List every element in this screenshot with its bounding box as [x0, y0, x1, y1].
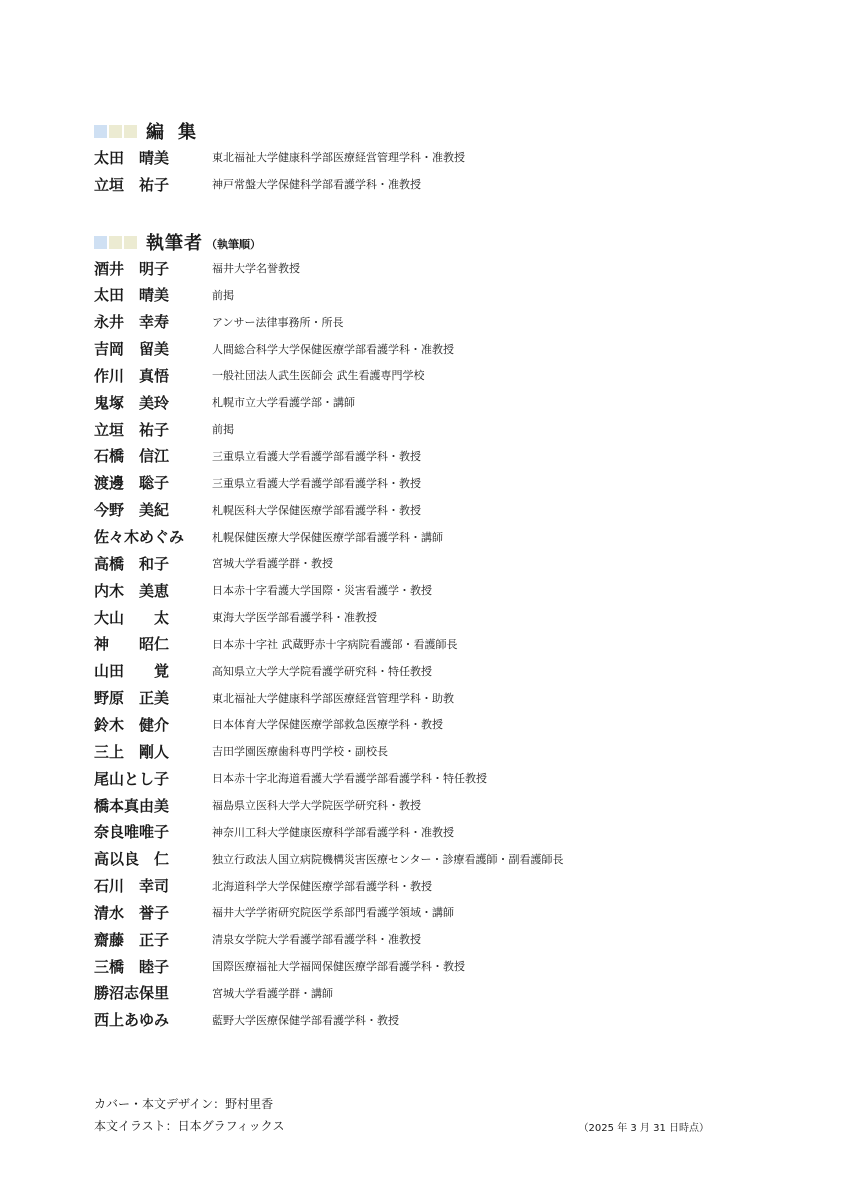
author-affiliation: 一般社団法人武生医師会 武生看護専門学校	[212, 369, 425, 383]
author-name: 奈良唯唯子	[94, 823, 170, 842]
author-name: 立垣 祐子	[94, 420, 170, 439]
authors-title: 執筆者	[146, 233, 203, 254]
author-row	[94, 365, 425, 385]
author-row	[94, 527, 443, 547]
author-name: 渡邊 聡子	[94, 474, 170, 493]
author-affiliation: 東海大学医学部看護学科・准教授	[212, 611, 377, 625]
author-affiliation: 日本赤十字看護大学国際・災害看護学・教授	[212, 584, 432, 598]
author-name: 佐々木めぐみ	[94, 528, 185, 546]
decor-square-icon	[94, 236, 107, 249]
author-row	[94, 1010, 399, 1030]
authors-heading	[94, 229, 261, 255]
author-name: 吉岡 留美	[94, 340, 170, 359]
author-row	[94, 688, 454, 708]
author-affiliation: 日本赤十字北海道看護大学看護学部看護学科・特任教授	[212, 772, 487, 786]
author-affiliation: 神奈川工科大学健康医療科学部看護学科・准教授	[212, 825, 454, 839]
author-affiliation: 国際医療福祉大学福岡保健医療学部看護学科・教授	[212, 960, 465, 974]
author-affiliation: 東北福祉大学健康科学部医療経営管理学科・助教	[212, 691, 454, 705]
author-row	[94, 983, 333, 1003]
author-affiliation: 福井大学名誉教授	[212, 262, 300, 275]
author-row	[94, 768, 487, 788]
author-row	[94, 876, 432, 896]
author-row	[94, 580, 432, 600]
author-affiliation: 福井大学学術研究院医学系部門看護学領域・講師	[212, 906, 454, 920]
author-name: 神 昭仁	[94, 635, 170, 654]
author-name: 清水 誉子	[94, 903, 170, 922]
author-name: 内木 美恵	[94, 581, 170, 600]
illustration-credit: 本文イラスト：日本グラフィックス	[94, 1119, 285, 1133]
author-row	[94, 849, 564, 869]
author-name: 齋藤 正子	[94, 930, 170, 949]
design-credit: カバー・本文デザイン：野村里香	[94, 1097, 274, 1111]
editor-row	[94, 147, 465, 167]
author-name: 高以良 仁	[94, 850, 170, 869]
author-name: 鈴木 健介	[94, 715, 170, 734]
author-affiliation: 高知県立大学大学院看護学研究科・特任教授	[212, 664, 432, 678]
author-row	[94, 339, 454, 359]
author-affiliation: 宮城大学看護学群・講師	[212, 986, 333, 1000]
author-name: 作川 真悟	[94, 366, 170, 385]
author-row	[94, 714, 443, 734]
author-affiliation: 人間総合科学大学保健医療学部看護学科・准教授	[212, 342, 454, 356]
author-affiliation: 北海道科学大学保健医療学部看護学科・教授	[212, 879, 432, 893]
author-name: 橋本真由美	[94, 796, 170, 815]
author-affiliation: 前掲	[212, 423, 234, 437]
author-name: 今野 美紀	[94, 501, 170, 520]
author-affiliation: アンサー法律事務所・所長	[212, 315, 344, 329]
author-name: 高橋 和子	[94, 554, 170, 573]
editor-affiliation: 神戸常盤大学保健科学部看護学科・准教授	[212, 178, 421, 191]
editor-affiliation: 東北福祉大学健康科学部医療経営管理学科・准教授	[212, 151, 465, 164]
author-affiliation: 三重県立看護大学看護学部看護学科・教授	[212, 476, 421, 490]
editor-row	[94, 174, 421, 194]
author-name: 石橋 信江	[94, 447, 170, 466]
author-name: 勝沼志保里	[94, 984, 170, 1003]
author-affiliation: 福島県立医科大学大学院医学研究科・教授	[212, 799, 421, 812]
author-name: 山田 覚	[94, 662, 170, 681]
author-row	[94, 661, 432, 681]
author-row	[94, 392, 355, 412]
decor-square-icon	[109, 236, 122, 249]
author-row	[94, 929, 421, 949]
decor-square-icon	[109, 125, 122, 138]
author-row	[94, 902, 454, 922]
author-affiliation: 藍野大学医療保健学部看護学科・教授	[212, 1013, 399, 1027]
author-name: 西上あゆみ	[94, 1011, 170, 1030]
author-row	[94, 312, 344, 332]
author-name: 石川 幸司	[94, 877, 170, 896]
author-row	[94, 607, 377, 627]
author-name: 太田 晴美	[94, 286, 170, 305]
decor-square-icon	[124, 236, 137, 249]
author-row	[94, 956, 465, 976]
as-of-date: （2025 年 3 月 31 日時点）	[578, 1123, 709, 1134]
author-row	[94, 795, 421, 815]
author-name: 酒井 明子	[94, 259, 170, 278]
author-name: 大山 太	[94, 608, 170, 627]
authors-order-note: （執筆順）	[206, 237, 261, 251]
editors-heading	[94, 118, 210, 144]
author-affiliation: 日本赤十字社 武蔵野赤十字病院看護部・看護師長	[212, 637, 458, 651]
author-row	[94, 258, 300, 278]
decor-square-icon	[124, 125, 137, 138]
editor-name: 太田 晴美	[94, 148, 170, 167]
author-affiliation: 清泉女学院大学看護学部看護学科・准教授	[212, 933, 421, 947]
author-affiliation: 宮城大学看護学群・教授	[212, 557, 333, 571]
author-row	[94, 419, 234, 439]
decor-square-icon	[94, 125, 107, 138]
author-row	[94, 446, 421, 466]
author-row	[94, 473, 421, 493]
author-affiliation: 日本体育大学保健医療学部救急医療学科・教授	[212, 718, 443, 732]
author-affiliation: 札幌市立大学看護学部・講師	[212, 396, 355, 410]
author-name: 永井 幸寿	[94, 313, 170, 332]
author-row	[94, 822, 454, 842]
author-row	[94, 634, 458, 654]
author-name: 野原 正美	[94, 689, 170, 708]
author-row	[94, 500, 421, 520]
author-affiliation: 前掲	[212, 288, 234, 302]
author-row	[94, 285, 234, 305]
editor-name: 立垣 祐子	[94, 175, 170, 194]
author-affiliation: 独立行政法人国立病院機構災害医療センター・診療看護師・副看護師長	[212, 852, 564, 866]
author-name: 尾山とし子	[94, 769, 170, 788]
author-affiliation: 吉田学園医療歯科専門学校・副校長	[212, 745, 388, 759]
author-name: 三上 剛人	[94, 742, 170, 761]
author-name: 鬼塚 美玲	[94, 393, 170, 412]
author-affiliation: 札幌保健医療大学保健医療学部看護学科・講師	[212, 530, 443, 544]
author-row	[94, 553, 333, 573]
author-affiliation: 三重県立看護大学看護学部看護学科・教授	[212, 449, 421, 463]
author-affiliation: 札幌医科大学保健医療学部看護学科・教授	[212, 503, 421, 517]
author-name: 三橋 睦子	[94, 957, 170, 976]
author-row	[94, 741, 388, 761]
editors-title: 編集	[146, 122, 210, 143]
